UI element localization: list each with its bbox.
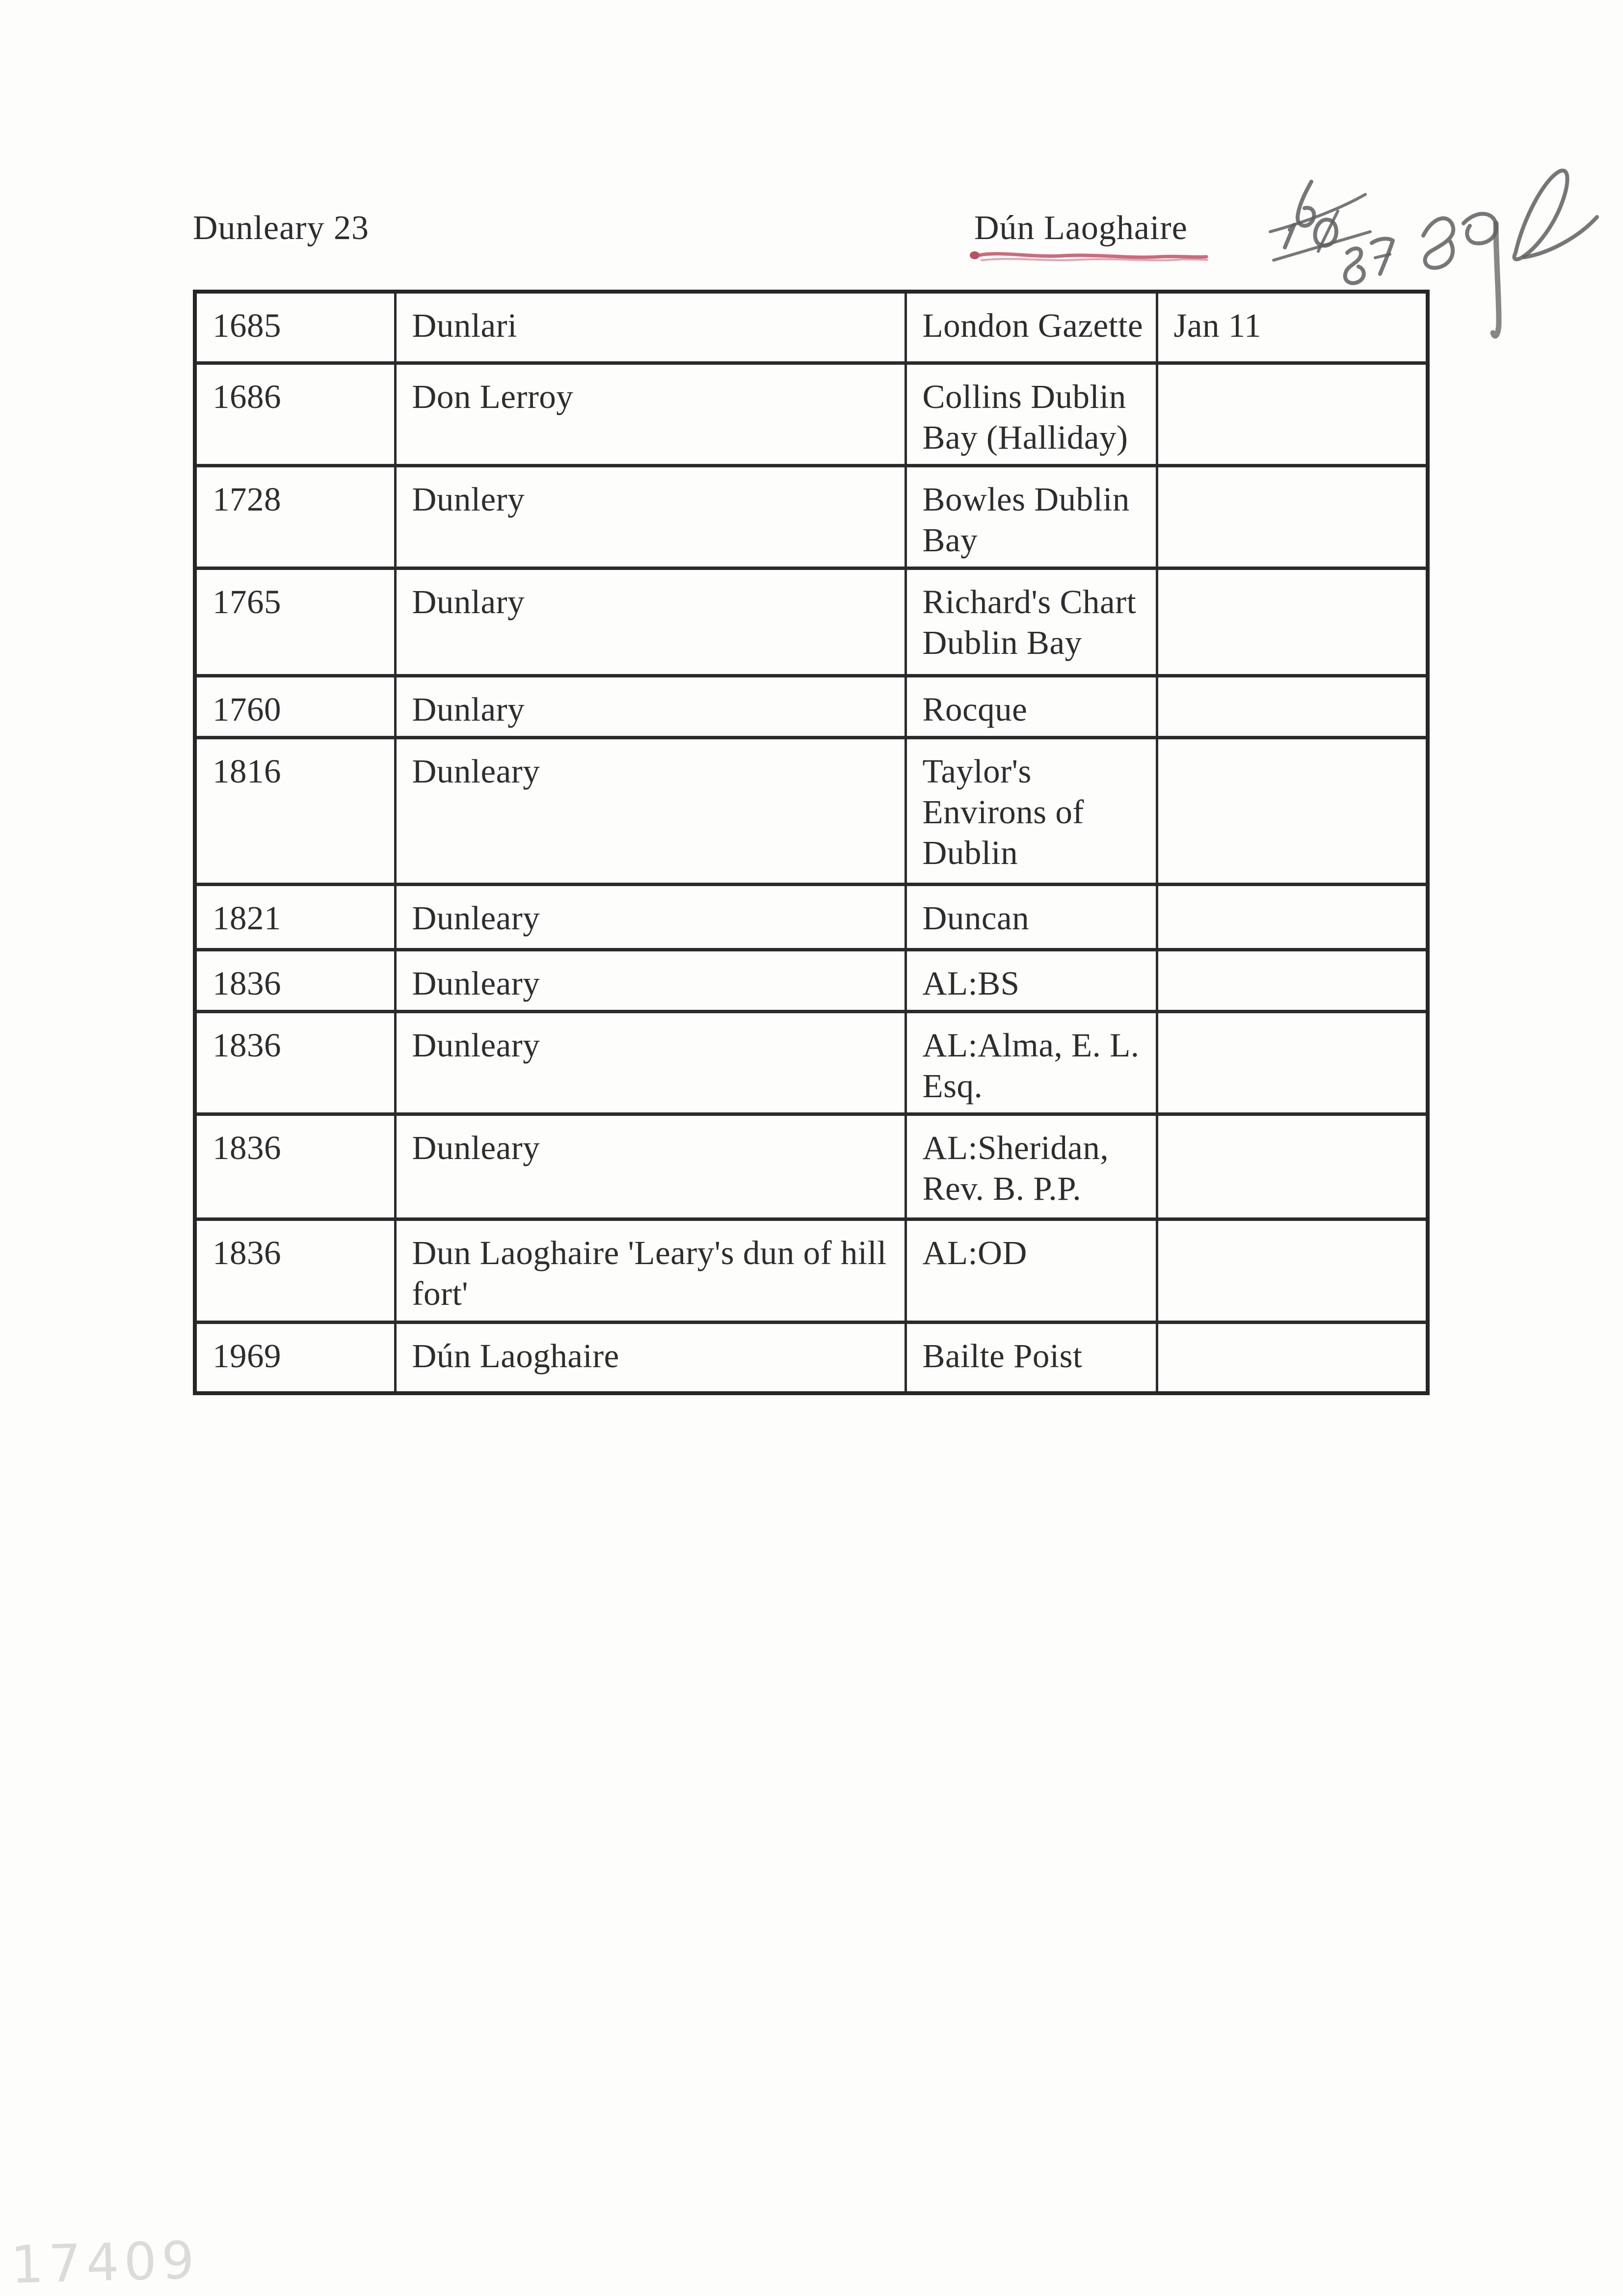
source-cell: Taylor's Environs of Dublin	[905, 737, 1157, 884]
source-cell: AL:Alma, E. L. Esq.	[905, 1011, 1157, 1114]
source-cell: Collins Dublin Bay (Halliday)	[905, 363, 1157, 465]
name-cell: Dunleary	[395, 949, 905, 1011]
page-title-center: Dún Laoghaire	[974, 209, 1188, 247]
source-cell: Bailte Poist	[905, 1322, 1157, 1393]
source-cell: AL:Sheridan, Rev. B. P.P.	[905, 1114, 1157, 1219]
table-body	[195, 292, 1428, 1393]
table-row	[195, 1219, 1428, 1322]
table-row	[195, 465, 1428, 568]
name-cell: Dunlari	[395, 292, 905, 363]
name-cell: Dunlary	[395, 675, 905, 737]
year-cell: 1836	[195, 1011, 395, 1114]
year-cell: 1765	[195, 568, 395, 675]
pencil-number: 17409	[10, 2230, 200, 2296]
year-cell: 1686	[195, 363, 395, 465]
name-cell: Dunleary	[395, 884, 905, 949]
name-cell: Dún Laoghaire	[395, 1322, 905, 1393]
table-row	[195, 1114, 1428, 1219]
year-cell: 1685	[195, 292, 395, 363]
handwritten-date	[1270, 182, 1393, 283]
name-cell: Dunleary	[395, 737, 905, 884]
table-row	[195, 949, 1428, 1011]
date-cell	[1157, 568, 1428, 675]
signature-scribble	[1423, 170, 1597, 336]
date-cell: Jan 11	[1157, 292, 1428, 363]
year-cell: 1821	[195, 884, 395, 949]
year-cell: 1836	[195, 1219, 395, 1322]
name-cell: Dunleary	[395, 1011, 905, 1114]
table-row	[195, 568, 1428, 675]
year-cell: 1836	[195, 949, 395, 1011]
name-cell: Dunleary	[395, 1114, 905, 1219]
year-cell: 1728	[195, 465, 395, 568]
date-cell	[1157, 1219, 1428, 1322]
source-cell: London Gazette	[905, 292, 1157, 363]
date-cell	[1157, 949, 1428, 1011]
source-cell: Duncan	[905, 884, 1157, 949]
source-cell: AL:BS	[905, 949, 1157, 1011]
year-cell: 1760	[195, 675, 395, 737]
date-cell	[1157, 1114, 1428, 1219]
table-row	[195, 292, 1428, 363]
table-row	[195, 1322, 1428, 1393]
table-row	[195, 884, 1428, 949]
source-cell: Bowles Dublin Bay	[905, 465, 1157, 568]
year-cell: 1836	[195, 1114, 395, 1219]
year-cell: 1969	[195, 1322, 395, 1393]
date-cell	[1157, 737, 1428, 884]
table-row	[195, 1011, 1428, 1114]
date-cell	[1157, 884, 1428, 949]
date-cell	[1157, 675, 1428, 737]
date-cell	[1157, 1322, 1428, 1393]
red-underline	[967, 244, 1212, 269]
date-cell	[1157, 465, 1428, 568]
name-history-table	[193, 290, 1430, 1395]
table-row	[195, 363, 1428, 465]
year-cell: 1816	[195, 737, 395, 884]
page-title-left: Dunleary 23	[193, 209, 369, 247]
name-cell: Don Lerroy	[395, 363, 905, 465]
date-cell	[1157, 363, 1428, 465]
name-cell: Dunlary	[395, 568, 905, 675]
table-row	[195, 737, 1428, 884]
date-cell	[1157, 1011, 1428, 1114]
source-cell: Richard's Chart Dublin Bay	[905, 568, 1157, 675]
source-cell: AL:OD	[905, 1219, 1157, 1322]
source-cell: Rocque	[905, 675, 1157, 737]
name-cell: Dun Laoghaire 'Leary's dun of hill fort'	[395, 1219, 905, 1322]
table-row	[195, 675, 1428, 737]
name-cell: Dunlery	[395, 465, 905, 568]
